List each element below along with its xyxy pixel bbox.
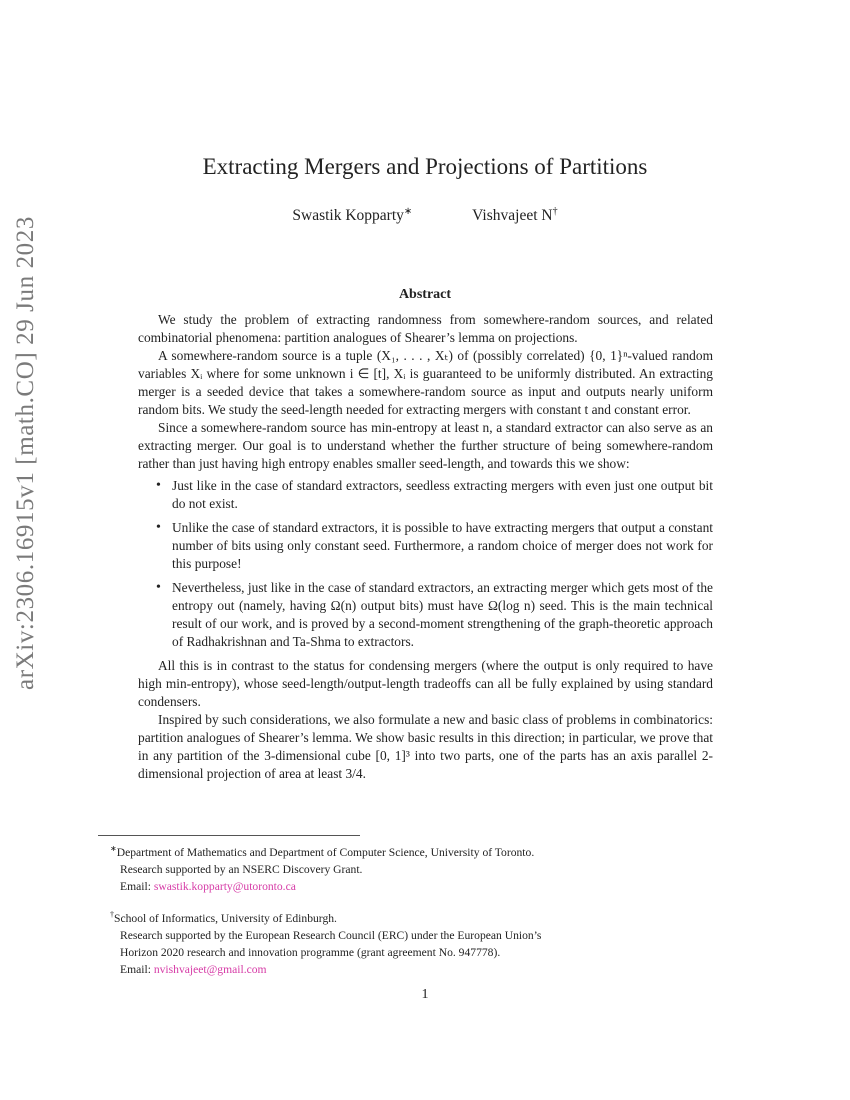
abstract-paragraph: Inspired by such considerations, we also formulate a new and basic class of problems in combinatorics: partition analogues of Shearer’s lemma. We show basic results in this direction; in particular, we prove that in any partition of the 3-dimensional cube [0, 1]³ into two parts, one of the parts has an axis parallel 2-dimensional projection of area at least 3/4. xyxy=(138,712,713,781)
footnote-mark: † xyxy=(110,909,114,919)
author xyxy=(472,206,557,225)
abstract-heading: Abstract xyxy=(398,287,452,302)
footnote-line: ∗Department of Mathematics and Department of Computer Science, University of Toronto. xyxy=(110,844,535,859)
author-name: Swastik Kopparty xyxy=(292,207,404,225)
abstract-paragraph: A somewhere-random source is a tuple (X₁, . . . , Xₜ) of (possibly correlated) {0, 1}ⁿ-valued random variables Xᵢ where for some unknown i ∈ [t], Xᵢ is guaranteed to be uniformly distributed. An extracting merger is a seeded device that takes a somewhere-random source as input and outputs nearly uniform random bits. We study the seed-length needed for extracting mergers with constant t and constant error. xyxy=(138,348,713,417)
result-list xyxy=(138,477,713,651)
abstract-paragraph: All this is in contrast to the status for condensing mergers (where the output is only required to have high min-entropy), whose seed-length/output-length tradeoffs can all be fully explained by using standard condensers. xyxy=(138,658,713,709)
footnote-email-line: Email: swastik.kopparty@utoronto.ca xyxy=(120,879,296,893)
result-item: • Nevertheless, just like in the case of standard extractors, an extracting merger which gets most of the entropy out (namely, having Ω(n) output bits) must have Ω(log n) seed. This is the main technical result of our work, and is proved by a second-moment strengthening of the graph-theoretic approach of Radhakrishnan and Ta-Shma to extractors. xyxy=(172,579,713,651)
footnote-divider xyxy=(98,835,360,836)
paper-title: Extracting Mergers and Projections of Partitions xyxy=(202,154,648,179)
author-name: Vishvajeet N xyxy=(472,207,553,225)
author-footnote-mark[interactable]: † xyxy=(552,206,558,217)
result-item: • Just like in the case of standard extractors, seedless extracting mergers with even just one output bit do not exist. xyxy=(172,477,713,513)
email-link[interactable]: nvishvajeet@gmail.com xyxy=(153,962,267,976)
footnote-line: Horizon 2020 research and innovation programme (grant agreement No. 947778). xyxy=(120,945,501,959)
abstract-paragraph: We study the problem of extracting randomness from somewhere-random sources, and related combinatorial phenomena: partition analogues of Shearer’s lemma on projections. xyxy=(138,312,713,345)
author-footnote-mark[interactable]: ∗ xyxy=(403,206,413,217)
abstract-paragraph: Since a somewhere-random source has min-entropy at least n, a standard extractor can also serve as an extracting merger. Our goal is to understand whether the further structure of being somewhere-random rather than just having high entropy enables smaller seed-length, and towards this we show: xyxy=(138,420,713,471)
email-link[interactable]: swastik.kopparty@utoronto.ca xyxy=(153,879,296,893)
footnote-line: †School of Informatics, University of Edinburgh. xyxy=(110,909,337,925)
footnote-line: Research supported by an NSERC Discovery Grant. xyxy=(120,862,363,876)
footnote-line: Research supported by the European Research Council (ERC) under the European Union’s xyxy=(120,928,542,942)
footnote-mark: ∗ xyxy=(110,844,117,853)
author-list xyxy=(0,206,850,225)
arxiv-identifier: arXiv:2306.16915v1 [math.CO] 29 Jun 2023 xyxy=(12,216,39,690)
footnote xyxy=(98,840,718,895)
footnote xyxy=(98,906,718,978)
footnote-email-line: Email: nvishvajeet@gmail.com xyxy=(120,962,267,976)
abstract-body xyxy=(138,311,713,783)
page-number: 1 xyxy=(421,987,429,1002)
author xyxy=(292,206,412,225)
footnotes xyxy=(98,840,718,989)
result-item: • Unlike the case of standard extractors, it is possible to have extracting mergers that output a constant number of bits using only constant seed. Furthermore, a random choice of merger does not work for this purpose! xyxy=(172,519,713,573)
